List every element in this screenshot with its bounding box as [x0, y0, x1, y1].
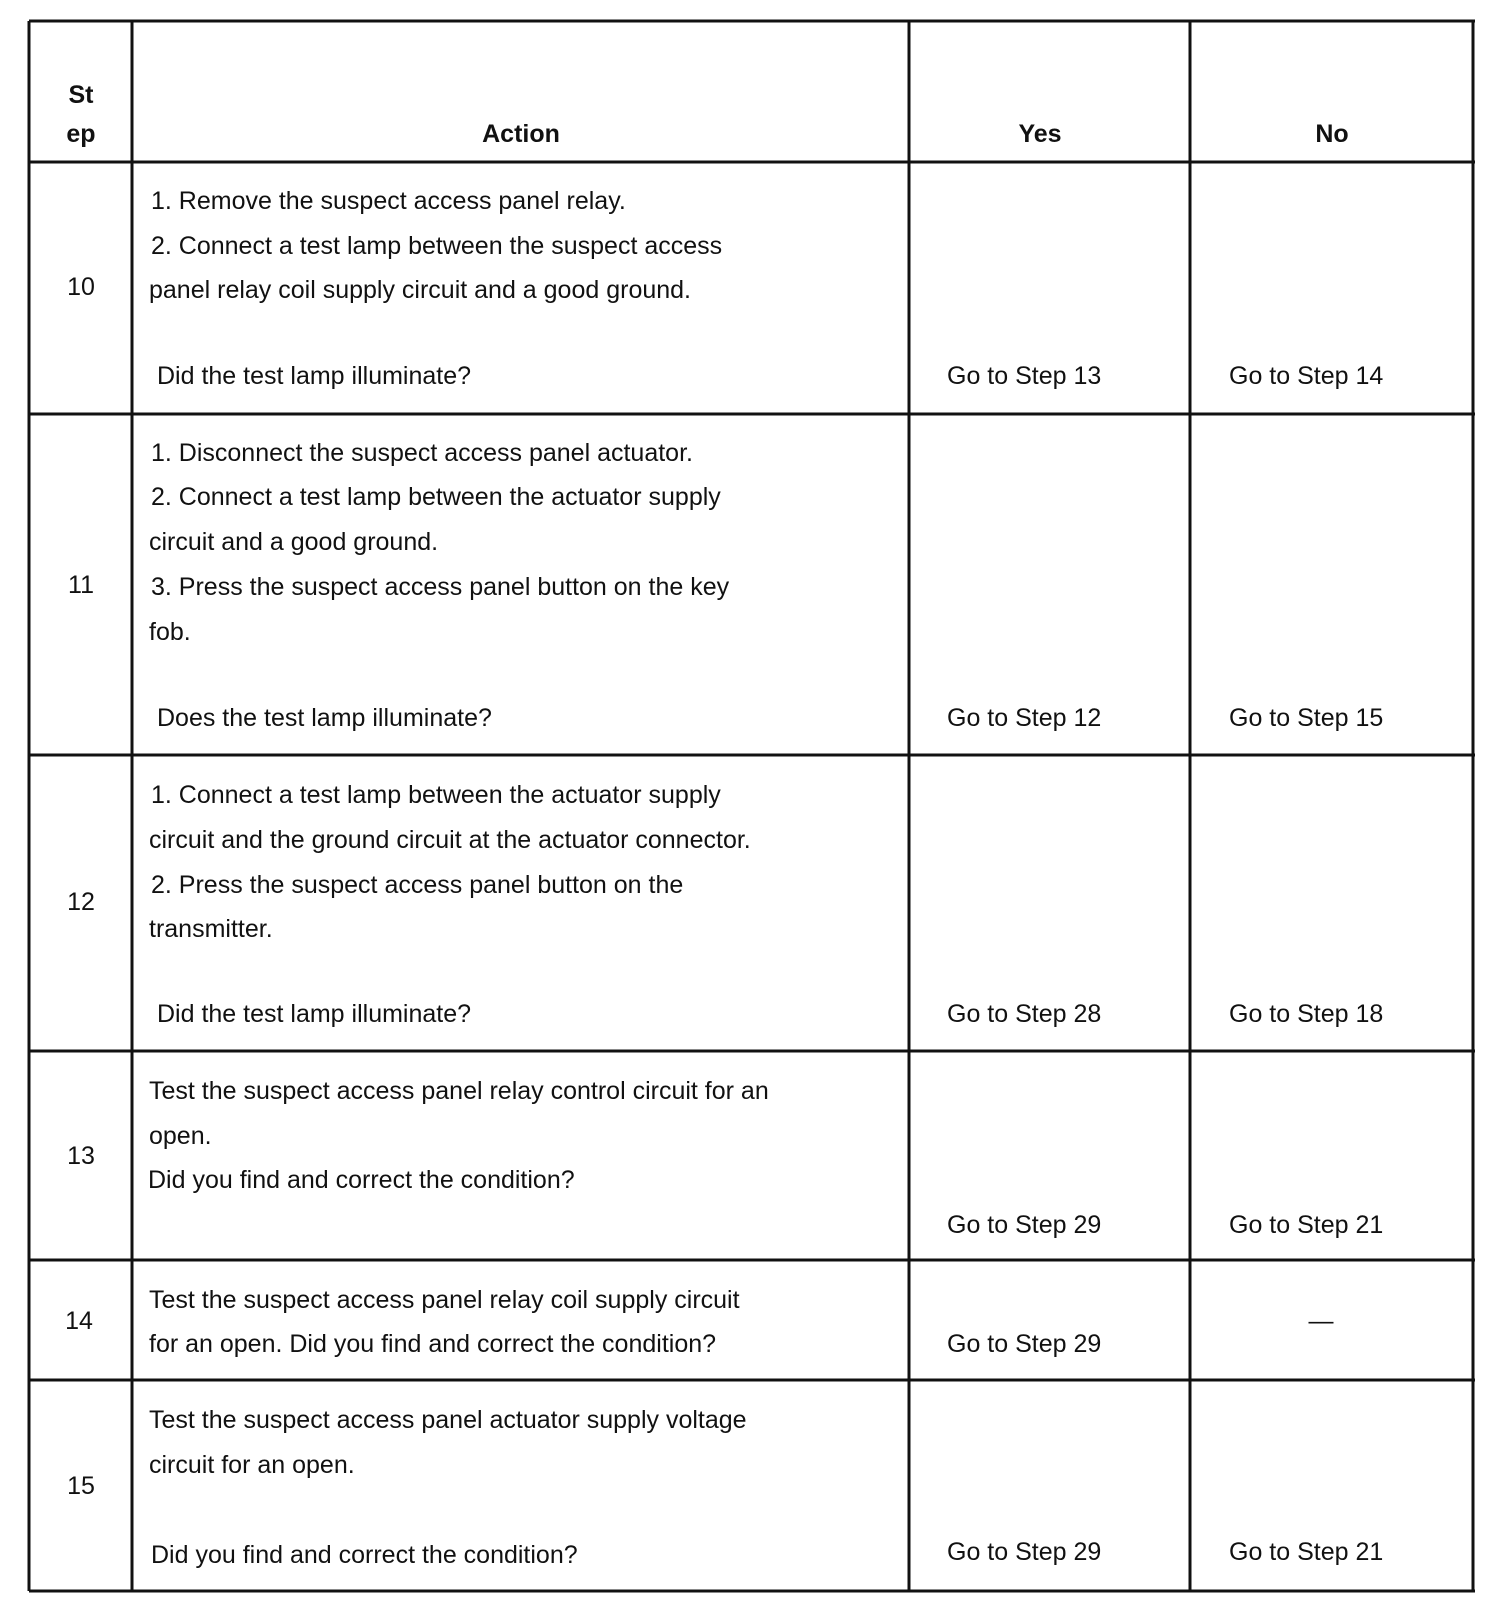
action-line: Did you find and correct the condition? [148, 1166, 575, 1194]
action-line: 1. Remove the suspect access panel relay. [151, 187, 626, 215]
action-question: Does the test lamp illuminate? [157, 704, 492, 732]
yes-result: Go to Step 29 [947, 1538, 1102, 1566]
action-line: fob. [149, 618, 191, 646]
step-number: 14 [65, 1307, 93, 1335]
action-line: 2. Press the suspect access panel button on the [151, 871, 684, 899]
header-action: Action [482, 120, 560, 148]
action-line: 1. Connect a test lamp between the actuator supply [151, 781, 721, 809]
yes-result: Go to Step 28 [947, 1000, 1102, 1028]
action-line: 3. Press the suspect access panel button on the key [151, 573, 730, 601]
header-no: No [1315, 120, 1349, 148]
action-line: open. [149, 1122, 212, 1150]
step-number: 15 [67, 1472, 95, 1500]
step-number: 10 [67, 273, 95, 301]
action-line: transmitter. [149, 915, 273, 943]
action-question: Did you find and correct the condition? [151, 1541, 578, 1569]
action-line: 2. Connect a test lamp between the actuator supply [151, 483, 721, 511]
no-result: Go to Step 18 [1229, 1000, 1384, 1028]
step-number: 13 [67, 1142, 95, 1170]
yes-result: Go to Step 13 [947, 362, 1102, 390]
action-question: Did the test lamp illuminate? [157, 1000, 472, 1028]
action-line: for an open. Did you find and correct the condition? [149, 1330, 717, 1358]
no-result: Go to Step 21 [1229, 1211, 1384, 1239]
step-number: 12 [67, 888, 95, 916]
yes-result: Go to Step 29 [947, 1211, 1102, 1239]
action-line: circuit for an open. [149, 1451, 355, 1479]
action-line: Test the suspect access panel relay coil supply circuit [149, 1286, 740, 1314]
header-yes: Yes [1018, 120, 1062, 148]
no-result: Go to Step 21 [1229, 1538, 1384, 1566]
yes-result: Go to Step 12 [947, 704, 1102, 732]
no-result: Go to Step 15 [1229, 704, 1384, 732]
action-line: Test the suspect access panel relay control circuit for an [149, 1077, 769, 1105]
no-result: Go to Step 14 [1229, 362, 1384, 390]
action-line: 2. Connect a test lamp between the suspect access [151, 232, 723, 260]
action-line: circuit and a good ground. [149, 528, 439, 556]
header-step-line1: St [68, 81, 94, 109]
action-line: Test the suspect access panel actuator supply voltage [149, 1406, 747, 1434]
header-step-line2: ep [66, 120, 96, 148]
yes-result: Go to Step 29 [947, 1330, 1102, 1358]
action-line: 1. Disconnect the suspect access panel actuator. [151, 439, 693, 467]
step-number: 11 [68, 571, 94, 599]
action-question: Did the test lamp illuminate? [157, 362, 472, 390]
action-line: circuit and the ground circuit at the actuator connector. [149, 826, 751, 854]
no-result: — [1308, 1307, 1334, 1335]
action-line: panel relay coil supply circuit and a good ground. [149, 276, 692, 304]
